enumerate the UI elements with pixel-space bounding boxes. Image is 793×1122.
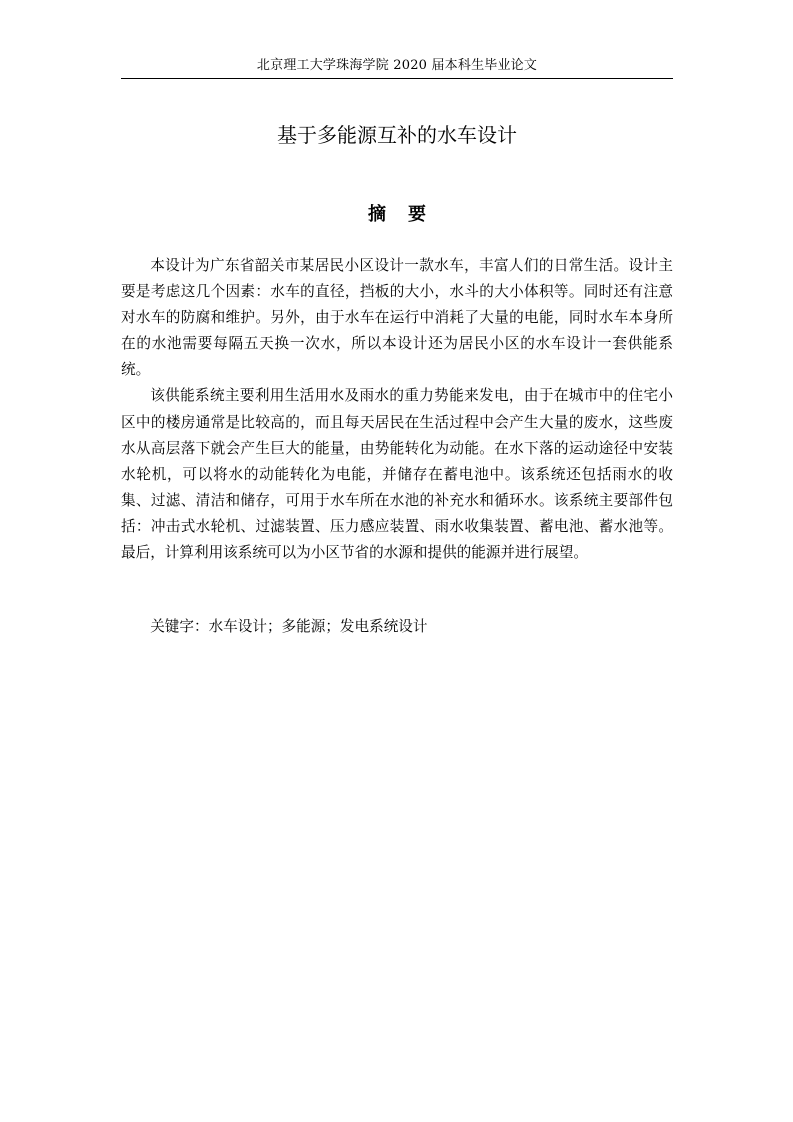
running-header: 北京理工大学珠海学院 2020 届本科生毕业论文	[256, 58, 538, 73]
abstract-paragraph-1: 本设计为广东省韶关市某居民小区设计一款水车，丰富人们的日常生活。设计主要是考虑这几个因素：水车的直径，挡板的大小，水斗的大小体积等。同时还有注意对水车的防腐和维护。另外，由于水车在运行中消耗了大量的电能，同时水车本身所在的水池需要每隔五天换一次水，所以本设计还为居民小区的水车设计一套供能系统。	[121, 257, 673, 379]
abstract-body	[121, 253, 673, 566]
abstract-paragraph-2: 该供能系统主要利用生活用水及雨水的重力势能来发电，由于在城市中的住宅小区中的楼房通常是比较高的，而且每天居民在生活过程中会产生大量的废水，这些废水从高层落下就会产生巨大的能量，由势能转化为动能。在水下落的运动途径中安装水轮机，可以将水的动能转化为电能，并储存在蓄电池中。该系统还包括雨水的收集、过滤、清洁和储存，可用于水车所在水池的补充水和循环水。该系统主要部件包括：冲击式水轮机、过滤装置、压力感应装置、雨水收集装置、蓄电池、蓄水池等。最后，计算利用该系统可以为小区节省的水源和提供的能源并进行展望。	[121, 387, 673, 562]
abstract-heading-char-2: 要	[408, 204, 426, 225]
keywords-line: 关键字：水车设计；多能源；发电系统设计	[150, 618, 428, 635]
header-rule	[121, 78, 673, 79]
abstract-heading-char-1: 摘	[368, 204, 386, 225]
abstract-heading	[121, 202, 673, 228]
paper-title: 基于多能源互补的水车设计	[277, 123, 517, 147]
